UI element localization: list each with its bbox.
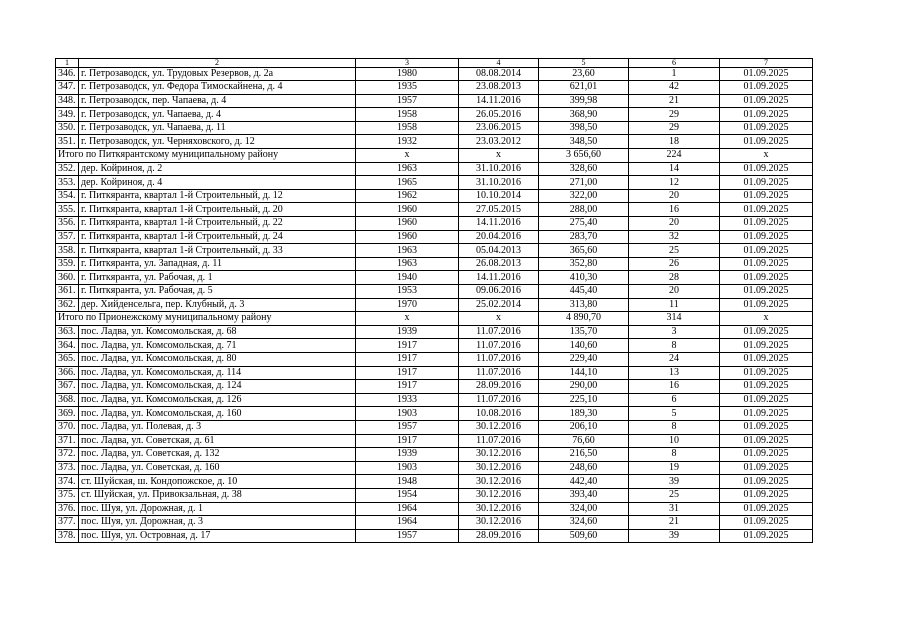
cell-people: 39 — [629, 475, 720, 489]
cell-year: 1940 — [356, 271, 459, 285]
cell-addr: дер. Койриноя, д. 4 — [79, 176, 356, 190]
cell-date: 08.08.2014 — [459, 67, 539, 81]
cell-addr: пос. Шуя, ул. Островная, д. 17 — [79, 529, 356, 543]
cell-date: 11.07.2016 — [459, 366, 539, 380]
cell-area: 225,10 — [539, 393, 629, 407]
cell-date: x — [459, 312, 539, 326]
cell-date: 31.10.2016 — [459, 176, 539, 190]
cell-people: 29 — [629, 121, 720, 135]
cell-addr: пос. Ладва, ул. Комсомольская, д. 114 — [79, 366, 356, 380]
cell-n: 375. — [56, 488, 79, 502]
cell-area: 324,60 — [539, 516, 629, 530]
cell-addr: г. Питкяранта, квартал 1-й Строительный, д. 12 — [79, 189, 356, 203]
cell-term: 01.09.2025 — [720, 339, 813, 353]
housing-register-table — [55, 58, 813, 543]
cell-term: 01.09.2025 — [720, 162, 813, 176]
cell-area: 275,40 — [539, 217, 629, 231]
cell-date: 11.07.2016 — [459, 339, 539, 353]
cell-n: 358. — [56, 244, 79, 258]
cell-year: 1964 — [356, 516, 459, 530]
cell-date: 27.05.2015 — [459, 203, 539, 217]
cell-year: 1957 — [356, 94, 459, 108]
cell-n: 364. — [56, 339, 79, 353]
cell-n: 377. — [56, 516, 79, 530]
cell-year: 1917 — [356, 434, 459, 448]
header-cell: 1 — [56, 59, 79, 68]
cell-addr: пос. Шуя, ул. Дорожная, д. 3 — [79, 516, 356, 530]
cell-area: 135,70 — [539, 325, 629, 339]
cell-n: 354. — [56, 189, 79, 203]
cell-term: 01.09.2025 — [720, 121, 813, 135]
cell-year: 1964 — [356, 502, 459, 516]
cell-date: 23.08.2013 — [459, 81, 539, 95]
table-row — [56, 203, 813, 217]
cell-addr: г. Питкяранта, квартал 1-й Строительный, д. 22 — [79, 217, 356, 231]
header-cell: 4 — [459, 59, 539, 68]
cell-date: 14.11.2016 — [459, 94, 539, 108]
cell-term: 01.09.2025 — [720, 529, 813, 543]
cell-date: 11.07.2016 — [459, 352, 539, 366]
cell-area: 348,50 — [539, 135, 629, 149]
cell-addr: г. Питкяранта, квартал 1-й Строительный, д. 20 — [79, 203, 356, 217]
cell-area: 283,70 — [539, 230, 629, 244]
cell-n: 352. — [56, 162, 79, 176]
cell-n: 368. — [56, 393, 79, 407]
cell-addr: дер. Хийденсельга, пер. Клубный, д. 3 — [79, 298, 356, 312]
cell-year: 1963 — [356, 162, 459, 176]
cell-people: 42 — [629, 81, 720, 95]
cell-term: 01.09.2025 — [720, 67, 813, 81]
cell-term: 01.09.2025 — [720, 352, 813, 366]
cell-n: 367. — [56, 380, 79, 394]
cell-area: 140,60 — [539, 339, 629, 353]
cell-year: 1932 — [356, 135, 459, 149]
cell-people: 16 — [629, 380, 720, 394]
cell-term: 01.09.2025 — [720, 461, 813, 475]
cell-date: 11.07.2016 — [459, 434, 539, 448]
cell-addr: ст. Шуйская, ш. Кондопожское, д. 10 — [79, 475, 356, 489]
cell-date: 11.07.2016 — [459, 393, 539, 407]
cell-addr: пос. Ладва, ул. Советская, д. 160 — [79, 461, 356, 475]
cell-n: 360. — [56, 271, 79, 285]
cell-people: 8 — [629, 448, 720, 462]
cell-term: 01.09.2025 — [720, 488, 813, 502]
cell-area: 4 890,70 — [539, 312, 629, 326]
cell-n: 362. — [56, 298, 79, 312]
cell-date: 14.11.2016 — [459, 271, 539, 285]
cell-people: 26 — [629, 257, 720, 271]
cell-date: 26.05.2016 — [459, 108, 539, 122]
table-row — [56, 162, 813, 176]
table-row — [56, 339, 813, 353]
cell-people: 19 — [629, 461, 720, 475]
cell-year: x — [356, 149, 459, 163]
cell-term: 01.09.2025 — [720, 502, 813, 516]
cell-area: 313,80 — [539, 298, 629, 312]
cell-area: 189,30 — [539, 407, 629, 421]
header-cell: 2 — [79, 59, 356, 68]
cell-n: 359. — [56, 257, 79, 271]
cell-date: 28.09.2016 — [459, 380, 539, 394]
cell-year: 1958 — [356, 121, 459, 135]
table-row — [56, 475, 813, 489]
cell-people: 20 — [629, 285, 720, 299]
cell-addr: дер. Койриноя, д. 2 — [79, 162, 356, 176]
cell-area: 216,50 — [539, 448, 629, 462]
cell-people: 21 — [629, 516, 720, 530]
cell-year: 1958 — [356, 108, 459, 122]
district-total-row — [56, 149, 813, 163]
cell-term: 01.09.2025 — [720, 257, 813, 271]
cell-year: 1960 — [356, 230, 459, 244]
table-row — [56, 420, 813, 434]
cell-term: 01.09.2025 — [720, 407, 813, 421]
cell-year: 1917 — [356, 339, 459, 353]
cell-area: 393,40 — [539, 488, 629, 502]
table-row — [56, 108, 813, 122]
cell-n: 355. — [56, 203, 79, 217]
cell-term: 01.09.2025 — [720, 393, 813, 407]
cell-n: 356. — [56, 217, 79, 231]
table-row — [56, 516, 813, 530]
cell-term: 01.09.2025 — [720, 516, 813, 530]
cell-label: Итого по Прионежскому муниципальному району — [56, 312, 356, 326]
cell-term: 01.09.2025 — [720, 135, 813, 149]
cell-term: 01.09.2025 — [720, 244, 813, 258]
cell-area: 365,60 — [539, 244, 629, 258]
column-number-header — [56, 59, 813, 68]
cell-n: 361. — [56, 285, 79, 299]
cell-people: 6 — [629, 393, 720, 407]
cell-area: 290,00 — [539, 380, 629, 394]
cell-term: 01.09.2025 — [720, 448, 813, 462]
cell-term: 01.09.2025 — [720, 94, 813, 108]
cell-term: 01.09.2025 — [720, 271, 813, 285]
cell-addr: г. Питкяранта, ул. Западная, д. 11 — [79, 257, 356, 271]
table-row — [56, 271, 813, 285]
cell-area: 399,98 — [539, 94, 629, 108]
cell-addr: пос. Ладва, ул. Комсомольская, д. 71 — [79, 339, 356, 353]
table-body — [56, 59, 813, 543]
cell-n: 370. — [56, 420, 79, 434]
cell-area: 509,60 — [539, 529, 629, 543]
table-row — [56, 230, 813, 244]
cell-area: 144,10 — [539, 366, 629, 380]
cell-people: 25 — [629, 244, 720, 258]
cell-addr: г. Петрозаводск, ул. Черняховского, д. 12 — [79, 135, 356, 149]
table-row — [56, 407, 813, 421]
table-row — [56, 380, 813, 394]
cell-n: 376. — [56, 502, 79, 516]
header-cell: 3 — [356, 59, 459, 68]
cell-area: 322,00 — [539, 189, 629, 203]
cell-year: 1917 — [356, 380, 459, 394]
table-row — [56, 121, 813, 135]
cell-area: 23,60 — [539, 67, 629, 81]
cell-term: 01.09.2025 — [720, 189, 813, 203]
cell-term: 01.09.2025 — [720, 380, 813, 394]
cell-date: 30.12.2016 — [459, 448, 539, 462]
cell-year: 1939 — [356, 448, 459, 462]
header-cell: 7 — [720, 59, 813, 68]
cell-n: 371. — [56, 434, 79, 448]
cell-term: 01.09.2025 — [720, 203, 813, 217]
table-row — [56, 244, 813, 258]
cell-term: 01.09.2025 — [720, 81, 813, 95]
cell-year: 1960 — [356, 217, 459, 231]
cell-area: 3 656,60 — [539, 149, 629, 163]
cell-addr: ст. Шуйская, ул. Привокзальная, д. 38 — [79, 488, 356, 502]
cell-addr: г. Петрозаводск, ул. Трудовых Резервов, д. 2а — [79, 67, 356, 81]
cell-area: 288,00 — [539, 203, 629, 217]
cell-term: 01.09.2025 — [720, 366, 813, 380]
cell-year: 1917 — [356, 366, 459, 380]
cell-date: 20.04.2016 — [459, 230, 539, 244]
cell-addr: пос. Ладва, ул. Полевая, д. 3 — [79, 420, 356, 434]
table-row — [56, 176, 813, 190]
table-row — [56, 298, 813, 312]
cell-people: 10 — [629, 434, 720, 448]
cell-year: x — [356, 312, 459, 326]
cell-year: 1963 — [356, 257, 459, 271]
cell-date: 30.12.2016 — [459, 461, 539, 475]
cell-people: 14 — [629, 162, 720, 176]
cell-date: 26.08.2013 — [459, 257, 539, 271]
cell-people: 20 — [629, 217, 720, 231]
cell-addr: г. Питкяранта, ул. Рабочая, д. 1 — [79, 271, 356, 285]
cell-area: 229,40 — [539, 352, 629, 366]
table-row — [56, 448, 813, 462]
cell-n: 373. — [56, 461, 79, 475]
cell-people: 18 — [629, 135, 720, 149]
cell-date: 30.12.2016 — [459, 516, 539, 530]
cell-year: 1948 — [356, 475, 459, 489]
table-row — [56, 135, 813, 149]
cell-year: 1980 — [356, 67, 459, 81]
cell-people: 28 — [629, 271, 720, 285]
cell-term: 01.09.2025 — [720, 434, 813, 448]
cell-area: 324,00 — [539, 502, 629, 516]
cell-people: 224 — [629, 149, 720, 163]
table-row — [56, 67, 813, 81]
cell-date: 10.10.2014 — [459, 189, 539, 203]
cell-year: 1960 — [356, 203, 459, 217]
cell-year: 1957 — [356, 529, 459, 543]
cell-date: 05.04.2013 — [459, 244, 539, 258]
cell-n: 372. — [56, 448, 79, 462]
cell-year: 1962 — [356, 189, 459, 203]
cell-term: 01.09.2025 — [720, 108, 813, 122]
table-row — [56, 529, 813, 543]
cell-term: 01.09.2025 — [720, 217, 813, 231]
header-cell: 6 — [629, 59, 720, 68]
cell-date: 28.09.2016 — [459, 529, 539, 543]
cell-n: 363. — [56, 325, 79, 339]
cell-people: 8 — [629, 420, 720, 434]
cell-people: 20 — [629, 189, 720, 203]
cell-area: 248,60 — [539, 461, 629, 475]
cell-year: 1933 — [356, 393, 459, 407]
cell-people: 3 — [629, 325, 720, 339]
cell-n: 365. — [56, 352, 79, 366]
cell-addr: пос. Шуя, ул. Дорожная, д. 1 — [79, 502, 356, 516]
table-row — [56, 502, 813, 516]
cell-term: 01.09.2025 — [720, 285, 813, 299]
cell-year: 1965 — [356, 176, 459, 190]
cell-addr: г. Питкяранта, ул. Рабочая, д. 5 — [79, 285, 356, 299]
cell-date: 11.07.2016 — [459, 325, 539, 339]
cell-n: 351. — [56, 135, 79, 149]
cell-year: 1954 — [356, 488, 459, 502]
cell-people: 29 — [629, 108, 720, 122]
cell-n: 369. — [56, 407, 79, 421]
cell-date: 10.08.2016 — [459, 407, 539, 421]
cell-date: 25.02.2014 — [459, 298, 539, 312]
cell-n: 346. — [56, 67, 79, 81]
cell-n: 378. — [56, 529, 79, 543]
table-row — [56, 393, 813, 407]
table-row — [56, 257, 813, 271]
cell-area: 398,50 — [539, 121, 629, 135]
cell-term: x — [720, 312, 813, 326]
cell-date: 09.06.2016 — [459, 285, 539, 299]
cell-term: 01.09.2025 — [720, 298, 813, 312]
table-row — [56, 325, 813, 339]
cell-people: 12 — [629, 176, 720, 190]
cell-people: 16 — [629, 203, 720, 217]
table-row — [56, 81, 813, 95]
cell-addr: пос. Ладва, ул. Советская, д. 61 — [79, 434, 356, 448]
cell-area: 76,60 — [539, 434, 629, 448]
table-row — [56, 461, 813, 475]
cell-addr: пос. Ладва, ул. Комсомольская, д. 160 — [79, 407, 356, 421]
cell-n: 347. — [56, 81, 79, 95]
table-row — [56, 94, 813, 108]
cell-date: 14.11.2016 — [459, 217, 539, 231]
cell-area: 442,40 — [539, 475, 629, 489]
cell-area: 352,80 — [539, 257, 629, 271]
cell-date: 23.03.2012 — [459, 135, 539, 149]
cell-label: Итого по Питкярантскому муниципальному району — [56, 149, 356, 163]
cell-people: 11 — [629, 298, 720, 312]
cell-date: 31.10.2016 — [459, 162, 539, 176]
table-row — [56, 217, 813, 231]
cell-n: 366. — [56, 366, 79, 380]
cell-n: 374. — [56, 475, 79, 489]
cell-year: 1903 — [356, 461, 459, 475]
cell-people: 8 — [629, 339, 720, 353]
cell-year: 1953 — [356, 285, 459, 299]
cell-year: 1903 — [356, 407, 459, 421]
cell-addr: г. Петрозаводск, ул. Федора Тимоскайнена, д. 4 — [79, 81, 356, 95]
cell-addr: пос. Ладва, ул. Комсомольская, д. 126 — [79, 393, 356, 407]
cell-area: 328,60 — [539, 162, 629, 176]
header-cell: 5 — [539, 59, 629, 68]
cell-date: 30.12.2016 — [459, 502, 539, 516]
cell-n: 350. — [56, 121, 79, 135]
cell-n: 349. — [56, 108, 79, 122]
cell-date: x — [459, 149, 539, 163]
district-total-row — [56, 312, 813, 326]
cell-term: 01.09.2025 — [720, 325, 813, 339]
cell-addr: пос. Ладва, ул. Комсомольская, д. 68 — [79, 325, 356, 339]
cell-people: 314 — [629, 312, 720, 326]
table-row — [56, 366, 813, 380]
cell-date: 23.06.2015 — [459, 121, 539, 135]
cell-area: 271,00 — [539, 176, 629, 190]
cell-people: 13 — [629, 366, 720, 380]
cell-term: 01.09.2025 — [720, 420, 813, 434]
cell-people: 25 — [629, 488, 720, 502]
cell-people: 24 — [629, 352, 720, 366]
cell-addr: пос. Ладва, ул. Комсомольская, д. 124 — [79, 380, 356, 394]
cell-people: 5 — [629, 407, 720, 421]
table-row — [56, 285, 813, 299]
cell-term: 01.09.2025 — [720, 475, 813, 489]
cell-people: 21 — [629, 94, 720, 108]
cell-addr: г. Питкяранта, квартал 1-й Строительный, д. 33 — [79, 244, 356, 258]
table-row — [56, 189, 813, 203]
cell-addr: г. Питкяранта, квартал 1-й Строительный, д. 24 — [79, 230, 356, 244]
cell-year: 1963 — [356, 244, 459, 258]
table-row — [56, 434, 813, 448]
table-row — [56, 352, 813, 366]
cell-area: 621,01 — [539, 81, 629, 95]
cell-year: 1939 — [356, 325, 459, 339]
cell-term: x — [720, 149, 813, 163]
cell-n: 353. — [56, 176, 79, 190]
cell-year: 1935 — [356, 81, 459, 95]
table-row — [56, 488, 813, 502]
cell-addr: г. Петрозаводск, ул. Чапаева, д. 4 — [79, 108, 356, 122]
cell-people: 31 — [629, 502, 720, 516]
cell-year: 1970 — [356, 298, 459, 312]
cell-date: 30.12.2016 — [459, 475, 539, 489]
cell-n: 357. — [56, 230, 79, 244]
cell-people: 32 — [629, 230, 720, 244]
cell-date: 30.12.2016 — [459, 420, 539, 434]
cell-term: 01.09.2025 — [720, 230, 813, 244]
cell-addr: г. Петрозаводск, ул. Чапаева, д. 11 — [79, 121, 356, 135]
cell-year: 1957 — [356, 420, 459, 434]
cell-area: 206,10 — [539, 420, 629, 434]
cell-people: 39 — [629, 529, 720, 543]
cell-n: 348. — [56, 94, 79, 108]
cell-year: 1917 — [356, 352, 459, 366]
cell-area: 368,90 — [539, 108, 629, 122]
cell-date: 30.12.2016 — [459, 488, 539, 502]
cell-addr: пос. Ладва, ул. Советская, д. 132 — [79, 448, 356, 462]
cell-area: 445,40 — [539, 285, 629, 299]
cell-area: 410,30 — [539, 271, 629, 285]
cell-people: 1 — [629, 67, 720, 81]
cell-term: 01.09.2025 — [720, 176, 813, 190]
cell-addr: пос. Ладва, ул. Комсомольская, д. 80 — [79, 352, 356, 366]
cell-addr: г. Петрозаводск, пер. Чапаева, д. 4 — [79, 94, 356, 108]
